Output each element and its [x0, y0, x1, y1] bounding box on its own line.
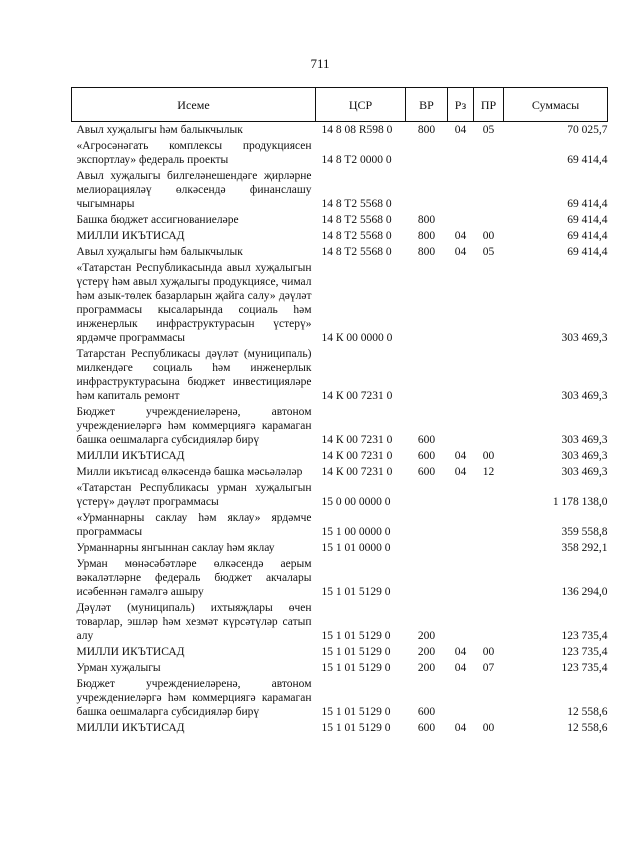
cell-pr: 00 — [482, 450, 495, 462]
table-row — [72, 600, 608, 644]
cell-pr — [474, 510, 504, 540]
table-row — [72, 480, 608, 510]
cell-csr: 15 1 00 0000 0 — [321, 526, 391, 538]
cell-sum: 70 025,7 — [567, 124, 608, 136]
cell-name: Урман хуҗалыгы — [76, 662, 161, 674]
page-number: 711 — [310, 56, 330, 71]
cell-vr: 200 — [417, 662, 436, 674]
cell-csr: 15 1 01 5129 0 — [321, 630, 391, 642]
cell-name: Милли икътисад өлкәсендә башка мәсьәләләр — [76, 466, 303, 478]
cell-name: Урман мөнәсәбәтләре өлкәсендә аерым вәкаләтләрне федераль бюджет акчалары исәбеннән гамәлгә ашыру — [76, 558, 312, 598]
cell-sum: 12 558,6 — [567, 706, 608, 718]
cell-sum: 69 414,4 — [567, 198, 608, 210]
cell-rz: 04 — [454, 450, 467, 462]
header-csr: ЦСР — [316, 88, 406, 122]
header-rz: Рз — [448, 88, 474, 122]
table-row — [72, 138, 608, 168]
cell-vr — [406, 138, 448, 168]
cell-name: «Татарстан Республикасында авыл хуҗалыгын үстерү һәм авыл хуҗалыгы продукциясе, чимал һәм азык-төлек базарларын җайга салу» дәүләт программасы кысаларында социаль һәм инженерлык инфраструктурасын үстерү» ярдәмче программасы — [76, 262, 312, 344]
cell-vr — [406, 540, 448, 556]
table-row — [72, 346, 608, 404]
cell-csr: 14 8 T2 5568 0 — [321, 214, 392, 226]
cell-pr: 07 — [482, 662, 495, 674]
cell-vr: 600 — [417, 466, 436, 478]
cell-pr — [474, 676, 504, 720]
cell-rz — [448, 346, 474, 404]
cell-rz — [448, 138, 474, 168]
cell-vr: 800 — [417, 214, 436, 226]
cell-rz — [448, 212, 474, 228]
cell-sum: 69 414,4 — [567, 246, 608, 258]
cell-name: Дәүләт (муниципаль) ихтыяҗлары өчен товарлар, эшләр һәм хезмәт күрсәтүләр сатып алу — [76, 602, 312, 642]
cell-name: Урманнарны янгыннан саклау һәм яклау — [76, 542, 275, 554]
cell-rz — [448, 556, 474, 600]
cell-rz — [448, 480, 474, 510]
budget-table — [71, 87, 608, 736]
cell-sum: 12 558,6 — [567, 722, 608, 734]
cell-pr — [474, 346, 504, 404]
header-pr: ПР — [474, 88, 504, 122]
cell-name: «Урманнарны саклау һәм яклау» ярдәмче программасы — [76, 512, 312, 538]
cell-pr: 00 — [482, 646, 495, 658]
cell-name: Татарстан Республикасы дәүләт (муниципаль) милкендәге социаль һәм инженерлык инфраструктурасына бюджет инвестицияләре һәм капиталь ремонт — [76, 348, 312, 402]
cell-name: Бюджет учреждениеләренә, автоном учреждениеләргә һәм коммерциягә карамаган башка оешмаларга субсидияләр бирү — [76, 678, 312, 718]
cell-sum: 303 469,3 — [561, 434, 608, 446]
cell-pr — [474, 600, 504, 644]
cell-csr: 15 1 01 5129 0 — [321, 646, 391, 658]
cell-rz — [448, 540, 474, 556]
cell-vr: 600 — [417, 722, 436, 734]
cell-sum: 69 414,4 — [567, 154, 608, 166]
table-row — [72, 540, 608, 556]
cell-name: МИЛЛИ ИКЪТИСАД — [76, 722, 185, 734]
cell-vr: 600 — [417, 434, 436, 446]
table-row — [72, 404, 608, 448]
cell-rz — [448, 510, 474, 540]
cell-sum: 303 469,3 — [561, 332, 608, 344]
cell-csr: 14 8 T2 5568 0 — [321, 246, 392, 258]
table-row — [72, 644, 608, 660]
cell-pr: 00 — [482, 230, 495, 242]
cell-rz — [448, 168, 474, 212]
header-sum: Суммасы — [504, 88, 608, 122]
cell-pr — [474, 404, 504, 448]
cell-pr — [474, 480, 504, 510]
cell-csr: 15 1 01 5129 0 — [321, 722, 391, 734]
cell-vr: 200 — [417, 646, 436, 658]
cell-vr — [406, 346, 448, 404]
cell-csr: 15 0 00 0000 0 — [321, 496, 391, 508]
cell-sum: 69 414,4 — [567, 230, 608, 242]
table-body — [72, 122, 608, 737]
cell-name: Башка бюджет ассигнованиеләре — [76, 214, 239, 226]
cell-vr — [406, 510, 448, 540]
cell-vr: 800 — [417, 246, 436, 258]
table-row — [72, 556, 608, 600]
cell-csr: 14 К 00 7231 0 — [321, 450, 393, 462]
cell-sum: 359 558,8 — [561, 526, 608, 538]
cell-pr — [474, 168, 504, 212]
cell-rz — [448, 260, 474, 346]
table-row — [72, 122, 608, 139]
cell-csr: 14 К 00 7231 0 — [321, 434, 393, 446]
table-row — [72, 510, 608, 540]
cell-name: Авыл хуҗалыгы һәм балыкчылык — [76, 124, 243, 136]
cell-sum: 303 469,3 — [561, 450, 608, 462]
cell-name: Авыл хуҗалыгы билгеләнешендәге җирләрне мелиорацияләү өлкәсендә финанслашу чыгымнары — [76, 170, 312, 210]
cell-sum: 69 414,4 — [567, 214, 608, 226]
cell-sum: 123 735,4 — [561, 646, 608, 658]
table-row — [72, 676, 608, 720]
cell-rz: 04 — [454, 662, 467, 674]
cell-name: Авыл хуҗалыгы һәм балыкчылык — [76, 246, 243, 258]
cell-csr: 15 1 01 5129 0 — [321, 662, 391, 674]
cell-name: МИЛЛИ ИКЪТИСАД — [76, 230, 185, 242]
table-row — [72, 244, 608, 260]
cell-pr — [474, 556, 504, 600]
table-row — [72, 464, 608, 480]
cell-csr: 15 1 01 0000 0 — [321, 542, 391, 554]
cell-csr: 14 8 08 R598 0 — [321, 124, 393, 136]
cell-sum: 123 735,4 — [561, 630, 608, 642]
cell-rz — [448, 404, 474, 448]
cell-vr — [406, 260, 448, 346]
cell-csr: 14 К 00 0000 0 — [321, 332, 393, 344]
cell-csr: 14 К 00 7231 0 — [321, 390, 393, 402]
cell-rz: 04 — [454, 230, 467, 242]
cell-pr: 05 — [482, 124, 495, 136]
cell-name: «Татарстан Республикасы урман хуҗалыгын үстерү» дәүләт программасы — [76, 482, 312, 508]
table-row — [72, 720, 608, 736]
table-header — [72, 88, 608, 122]
table-row — [72, 228, 608, 244]
cell-rz: 04 — [454, 466, 467, 478]
cell-vr: 800 — [417, 124, 436, 136]
cell-name: «Агросәнәгать комплексы продукциясен экспортлау» федераль проекты — [76, 140, 312, 166]
cell-pr: 05 — [482, 246, 495, 258]
cell-name: МИЛЛИ ИКЪТИСАД — [76, 450, 185, 462]
header-name: Исеме — [72, 88, 316, 122]
cell-vr: 200 — [417, 630, 436, 642]
cell-sum: 136 294,0 — [561, 586, 608, 598]
cell-pr — [474, 138, 504, 168]
cell-sum: 358 292,1 — [561, 542, 608, 554]
cell-csr: 15 1 01 5129 0 — [321, 586, 391, 598]
cell-csr: 14 8 T2 5568 0 — [321, 230, 392, 242]
cell-pr: 00 — [482, 722, 495, 734]
cell-sum: 303 469,3 — [561, 466, 608, 478]
cell-rz: 04 — [454, 722, 467, 734]
cell-rz: 04 — [454, 124, 467, 136]
cell-vr: 600 — [417, 706, 436, 718]
cell-rz — [448, 600, 474, 644]
table-row — [72, 168, 608, 212]
cell-vr — [406, 556, 448, 600]
cell-vr — [406, 168, 448, 212]
cell-vr: 800 — [417, 230, 436, 242]
cell-pr — [474, 540, 504, 556]
table-row — [72, 448, 608, 464]
cell-name: МИЛЛИ ИКЪТИСАД — [76, 646, 185, 658]
cell-rz: 04 — [454, 246, 467, 258]
cell-sum: 1 178 138,0 — [552, 496, 608, 508]
cell-sum: 123 735,4 — [561, 662, 608, 674]
cell-pr — [474, 212, 504, 228]
cell-sum: 303 469,3 — [561, 390, 608, 402]
cell-vr: 600 — [417, 450, 436, 462]
cell-csr: 15 1 01 5129 0 — [321, 706, 391, 718]
cell-csr: 14 К 00 7231 0 — [321, 466, 393, 478]
header-vr: ВР — [406, 88, 448, 122]
cell-rz: 04 — [454, 646, 467, 658]
cell-rz — [448, 676, 474, 720]
table-row — [72, 260, 608, 346]
cell-pr: 12 — [482, 466, 495, 478]
cell-csr: 14 8 T2 0000 0 — [321, 154, 392, 166]
cell-name: Бюджет учреждениеләренә, автоном учреждениеләргә һәм коммерциягә карамаган башка оешмаларга субсидияләр бирү — [76, 406, 312, 446]
budget-table-container — [71, 87, 607, 736]
table-row — [72, 212, 608, 228]
cell-vr — [406, 480, 448, 510]
table-row — [72, 660, 608, 676]
cell-pr — [474, 260, 504, 346]
cell-csr: 14 8 T2 5568 0 — [321, 198, 392, 210]
